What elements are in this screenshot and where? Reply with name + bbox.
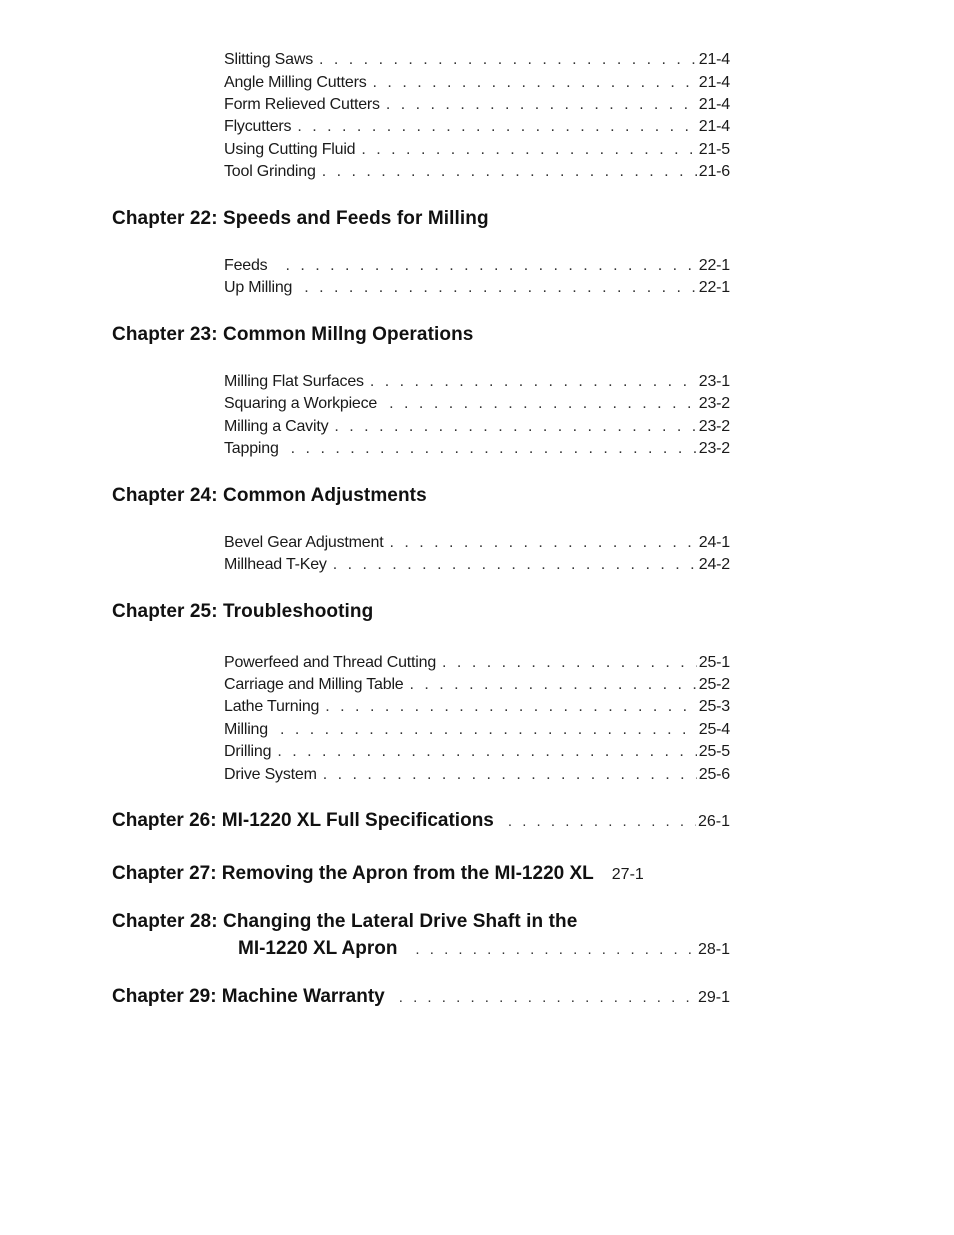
toc-entry-label: Squaring a Workpiece [224,395,378,412]
toc-entry-label: Milling a Cavity [224,418,329,435]
chapter-title: Chapter 26: MI-1220 XL Full Specifications [112,810,494,831]
toc-entry-page: 23-2 [698,395,730,412]
toc-entry[interactable] [224,440,730,462]
toc-entry-label: Drive System [224,766,317,783]
toc-entry-page: 25-2 [698,676,730,693]
toc-entry-page: 21-4 [698,51,730,68]
toc-entry[interactable] [224,743,730,765]
chapter-heading[interactable] [112,986,730,1014]
toc-entry-page: 21-4 [698,74,730,91]
toc-entry-page: 23-2 [698,440,730,457]
chapter-heading[interactable]: Chapter 25: Troubleshooting [112,601,374,622]
toc-entry-page: 23-1 [698,373,730,390]
toc-entry-label: Bevel Gear Adjustment [224,534,384,551]
toc-entry[interactable] [224,556,730,578]
chapter-title: Chapter 27: Removing the Apron from the MI-1220 XL [112,863,594,884]
toc-entry-page: 21-6 [698,163,730,180]
toc-entry-label: Tapping [224,440,279,457]
toc-entry-page: 25-5 [698,743,730,760]
chapter-heading[interactable]: Chapter 23: Common Millng Operations [112,324,474,345]
toc-entry-page: 22-1 [698,257,730,274]
chapter-heading[interactable] [112,810,730,838]
toc-entry-label: Flycutters [224,118,292,135]
toc-entry[interactable] [224,373,730,395]
toc-entry-page: 25-6 [698,766,730,783]
toc-entry-page: 21-4 [698,96,730,113]
toc-entry-label: Angle Milling Cutters [224,74,367,91]
toc-entry[interactable] [224,676,730,698]
toc-entry-page: 23-2 [698,418,730,435]
toc-entry[interactable] [224,51,730,73]
toc-entry-label: Milling [224,721,268,738]
toc-entry[interactable] [224,654,730,676]
toc-entry-label: Form Relieved Cutters [224,96,380,113]
toc-entry[interactable] [224,534,730,556]
toc-entry-page: 24-2 [698,556,730,573]
toc-entry-label: Up Milling [224,279,293,296]
toc-entry-page: 21-5 [698,141,730,158]
toc-entry-label: Carriage and Milling Table [224,676,404,693]
toc-entry-page: 21-4 [698,118,730,135]
toc-entry[interactable] [224,96,730,118]
toc-entry[interactable] [224,279,730,301]
toc-entry[interactable] [224,721,730,743]
chapter-heading[interactable]: Chapter 22: Speeds and Feeds for Milling [112,208,489,229]
toc-entry[interactable] [224,141,730,163]
chapter-page: 29-1 [697,989,730,1006]
toc-entry[interactable] [224,698,730,720]
chapter-heading[interactable]: Chapter 24: Common Adjustments [112,485,427,506]
toc-entry-page: 25-1 [698,654,730,671]
toc-entry-label: Drilling [224,743,272,760]
toc-entry[interactable] [224,163,730,185]
chapter-heading[interactable] [112,863,730,891]
toc-entry-label: Powerfeed and Thread Cutting [224,654,437,671]
chapter-page: 27-1 [611,866,644,883]
chapter-heading[interactable]: Chapter 28: Changing the Lateral Drive Shaft in the [112,911,578,932]
chapter-page: 26-1 [697,813,730,830]
toc-entry-page: 25-3 [698,698,730,715]
toc-entry-label: Using Cutting Fluid [224,141,356,158]
chapter-title: Chapter 29: Machine Warranty [112,986,385,1007]
toc-entry-label: Millhead T-Key [224,556,327,573]
toc-entry-label: Lathe Turning [224,698,320,715]
toc-entry[interactable] [224,766,730,788]
toc-entry[interactable] [224,257,730,279]
toc-entry[interactable] [224,418,730,440]
toc-entry-page: 25-4 [698,721,730,738]
toc-entry[interactable] [224,118,730,140]
toc-entry-label: Slitting Saws [224,51,313,68]
chapter-title: MI-1220 XL Apron [238,938,398,959]
toc-entry-page: 24-1 [698,534,730,551]
toc-entry-label: Tool Grinding [224,163,316,180]
toc-entry-label: Milling Flat Surfaces [224,373,364,390]
chapter-page: 28-1 [697,941,730,958]
toc-entry[interactable] [224,74,730,96]
toc-entry[interactable] [224,395,730,417]
chapter-heading-continued[interactable] [238,938,730,966]
toc-entry-page: 22-1 [698,279,730,296]
toc-entry-label: Feeds [224,257,268,274]
